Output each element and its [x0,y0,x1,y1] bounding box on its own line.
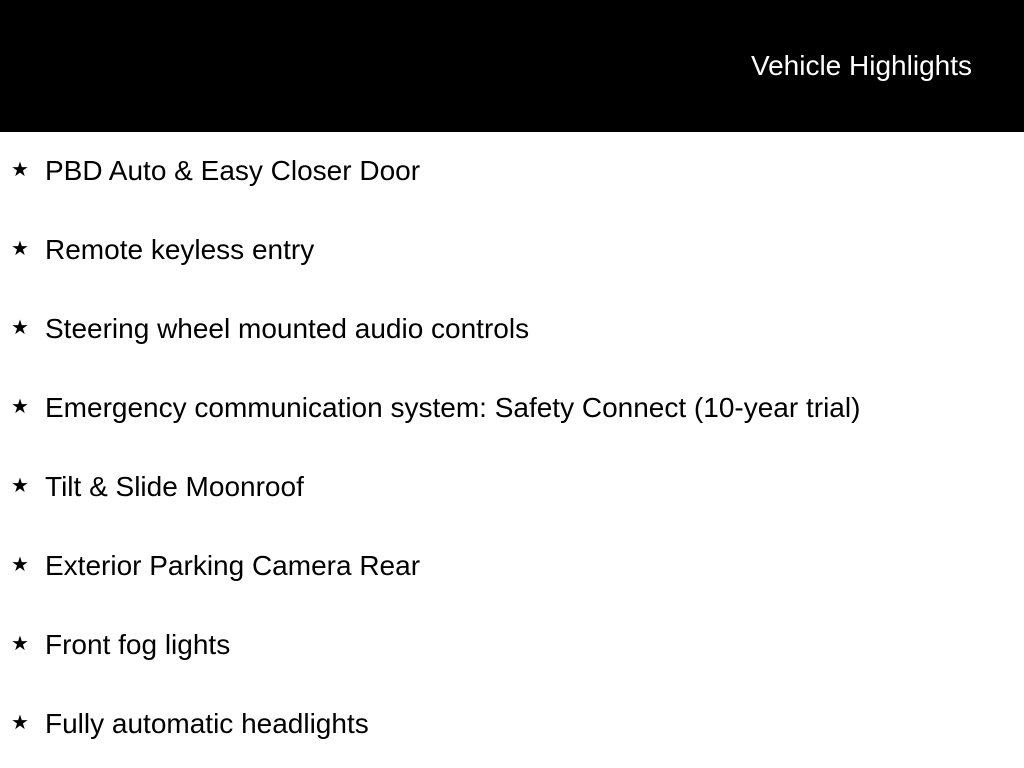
star-icon: ★ [11,552,29,576]
list-item [0,211,1024,290]
star-icon: ★ [11,157,29,181]
highlight-label: Emergency communication system: Safety Connect (10-year trial) [45,392,861,423]
list-item [0,685,1024,764]
list-item [0,369,1024,448]
star-icon: ★ [11,631,29,655]
highlight-label: PBD Auto & Easy Closer Door [45,155,421,186]
list-item [0,606,1024,685]
list-item [0,527,1024,606]
star-icon: ★ [11,394,29,418]
list-item [0,448,1024,527]
page-title: Vehicle Highlights [750,50,972,81]
star-icon: ★ [11,236,29,260]
star-icon: ★ [11,710,29,734]
header-bar [0,0,1024,132]
highlight-label: Tilt & Slide Moonroof [45,471,304,502]
star-icon: ★ [11,315,29,339]
highlight-label: Fully automatic headlights [45,708,369,739]
star-icon: ★ [11,473,29,497]
highlight-label: Front fog lights [45,629,231,660]
highlight-label: Exterior Parking Camera Rear [45,550,421,581]
highlight-label: Steering wheel mounted audio controls [45,313,530,344]
highlights-list [0,132,1024,764]
highlight-label: Remote keyless entry [45,234,315,265]
list-item [0,290,1024,369]
list-item [0,132,1024,211]
